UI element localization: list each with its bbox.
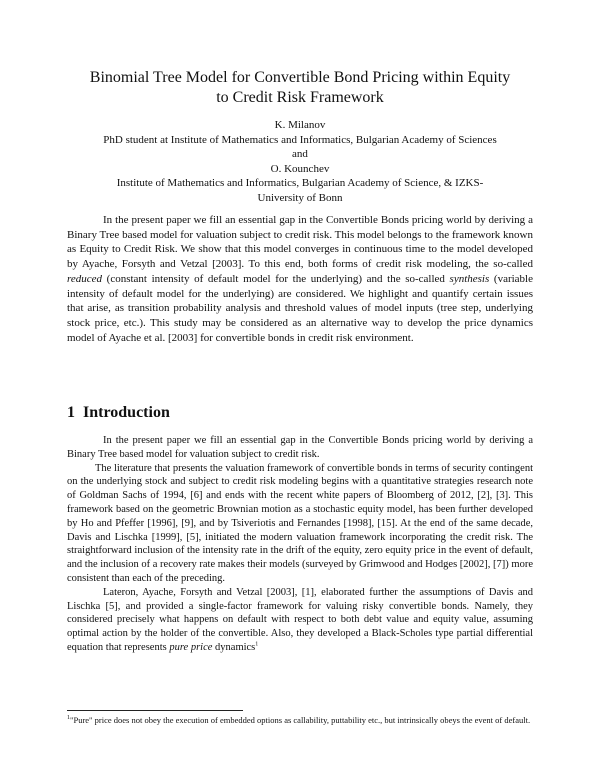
body-paragraph-2: The literature that presents the valuation framework of convertible bonds in terms of security contingent on the underlying stock and subject to credit risk modeling begins with a quantitative strategies research note of Goldman Sachs of 1994, [6] and ends with the recent white papers of Bloomberg of 2012, [2], [3]. This framework based on the geometric Brownian motion as a stochastic equity model, has been further developed by Ho and Pfeffer [1996], [9], and by Tsiveriotis and Fernandes [1998], [15]. At the end of the same decade, Davis and Lischka [1999], [5], initiated the modern valuation framework incorporating the credit risk. The straightforward inclusion of the intensity rate in the drift of the equity, zero equity price in the event of default, and the inclusion of a recovery rate makes their models (surveyed by Grimwood and Hodges [2002], [7]) more consistent than each of the preceding.	[67, 462, 533, 584]
footnote-divider	[67, 710, 243, 711]
abstract-text-2: (constant intensity of default model for the underlying) and the so-called	[102, 272, 450, 285]
author-2-name: O. Kounchev	[270, 162, 330, 175]
author-1-name: K. Milanov	[274, 119, 326, 131]
author-2-affiliation-line-1: Institute of Mathematics and Informatics, Bulgarian Academy of Science, & IZKS-	[116, 177, 484, 190]
title-line-2: to Credit Risk Framework	[216, 89, 384, 106]
author-1-affiliation: PhD student at Institute of Mathematics and Informatics, Bulgarian Academy of Sciences	[103, 133, 497, 146]
body-paragraph-3-end: dynamics	[212, 641, 256, 653]
section-title: Introduction	[83, 404, 170, 421]
title-line-1: Binomial Tree Model for Convertible Bond Pricing within Equity	[89, 69, 511, 86]
paper-title	[60, 68, 540, 108]
footnote-reference: 1	[255, 641, 259, 648]
footnote-mark: 1	[67, 715, 70, 722]
abstract-text-1: In the present paper we fill an essential gap in the Convertible Bonds pricing world by deriving a Binary Tree based model for valuation subject to credit risk. This model belongs to the framework known as Equity to Credit Risk. We show that this model converges in continuous time to the model developed by Ayache, Forsyth and Vetzal [2003]. To this end, both forms of credit risk modeling, the so-called	[67, 214, 533, 271]
abstract-paragraph	[67, 213, 533, 345]
author-2-affiliation-line-2: University of Bonn	[257, 191, 343, 204]
abstract-term-reduced: reduced	[67, 272, 103, 285]
section-number: 1	[67, 404, 75, 421]
section-heading	[67, 404, 170, 422]
introduction-body	[67, 434, 533, 655]
body-paragraph-3-text: Lateron, Ayache, Forsyth and Vetzal [2003], [1], elaborated further the assumptions of Davis and Lischka [5], and provided a single-factor framework for valuing risky convertible bonds. Namely, they considered precisely what happens on default with respect to both debt value and equity value, assuming optimal action by the holder of the convertible. Also, they developed a Black-Scholes type partial differential equation that represents	[67, 586, 533, 653]
body-paragraph-1: In the present paper we fill an essential gap in the Convertible Bonds pricing world by deriving a Binary Tree based model for valuation subject to credit risk.	[67, 435, 533, 460]
body-term-pure-price: pure price	[169, 641, 213, 653]
author-block	[60, 118, 540, 206]
abstract-text-3: (variable intensity of default model for the underlying) are considered. We highlight and quantify certain issues that arise, as transition probability analysis and threshold values of model inputs (tree step, underlying stock price, etc.). This study may be considered as an alternative way to develop the price dynamics model of Ayache et al. [2003] for convertible bonds in credit risk environment.	[67, 272, 533, 344]
footnote-text: "Pure" price does not obey the execution of embedded options as callability, puttability etc., but intrinsically obeys the event of default.	[70, 715, 531, 725]
author-conjunction: and	[292, 148, 308, 161]
abstract	[67, 213, 533, 345]
abstract-term-synthesis: synthesis	[449, 272, 490, 285]
body-paragraph-3	[67, 586, 533, 655]
footnote	[67, 714, 533, 726]
